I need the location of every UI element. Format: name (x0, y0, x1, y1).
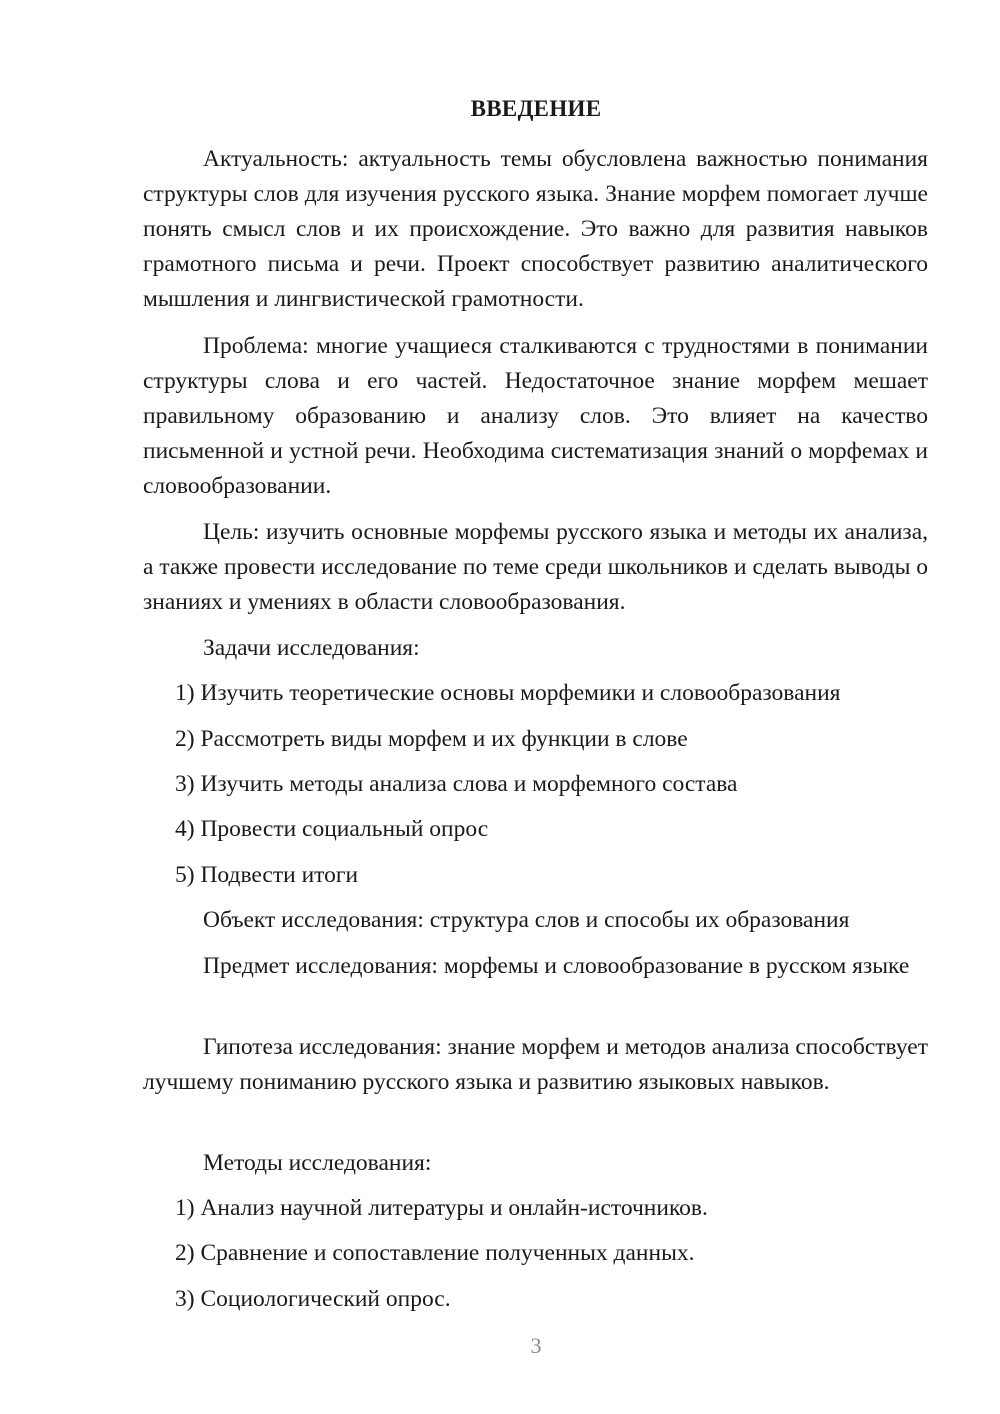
task-item: 4) Провести социальный опрос (175, 816, 489, 842)
problem-paragraph: Проблема: многие учащиеся сталкиваются с трудностями в понимании структуры слова и его частей. Недостаточное знание морфем мешает правильному образованию и анализу слов. Это влияет на качество письменной и устной речи. Необходима систематизация знаний о морфемах и словообразовании. (143, 333, 928, 499)
hypothesis-paragraph: Гипотеза исследования: знание морфем и методов анализа способствует лучшему пониманию русского языка и развитию языковых навыков. (143, 1034, 928, 1095)
task-item: 3) Изучить методы анализа слова и морфемного состава (175, 771, 738, 797)
relevance-paragraph: Актуальность: актуальность темы обусловлена важностью понимания структуры слов для изучения русского языка. Знание морфем помогает лучше понять смысл слов и их происхождение. Это важно для развития навыков грамотного письма и речи. Проект способствует развитию аналитического мышления и лингвистической грамотности. (143, 146, 928, 312)
task-item: 1) Изучить теоретические основы морфемики и словообразования (175, 680, 841, 706)
page-number: 3 (530, 1333, 542, 1358)
tasks-heading: Задачи исследования: (203, 635, 420, 661)
method-item: 1) Анализ научной литературы и онлайн-источников. (175, 1195, 708, 1221)
method-item: 3) Социологический опрос. (175, 1286, 451, 1312)
object-line: Объект исследования: структура слов и способы их образования (203, 907, 850, 933)
goal-paragraph: Цель: изучить основные морфемы русского языка и методы их анализа, а также провести исследование по теме среди школьников и сделать выводы о знаниях и умениях в области словообразования. (143, 519, 928, 615)
section-title: ВВЕДЕНИЕ (470, 96, 602, 121)
task-item: 2) Рассмотреть виды морфем и их функции в слове (175, 726, 688, 752)
subject-paragraph: Предмет исследования: морфемы и словообразование в русском языке (203, 953, 910, 979)
task-item: 5) Подвести итоги (175, 862, 359, 888)
methods-heading: Методы исследования: (203, 1150, 432, 1176)
method-item: 2) Сравнение и сопоставление полученных данных. (175, 1240, 695, 1266)
